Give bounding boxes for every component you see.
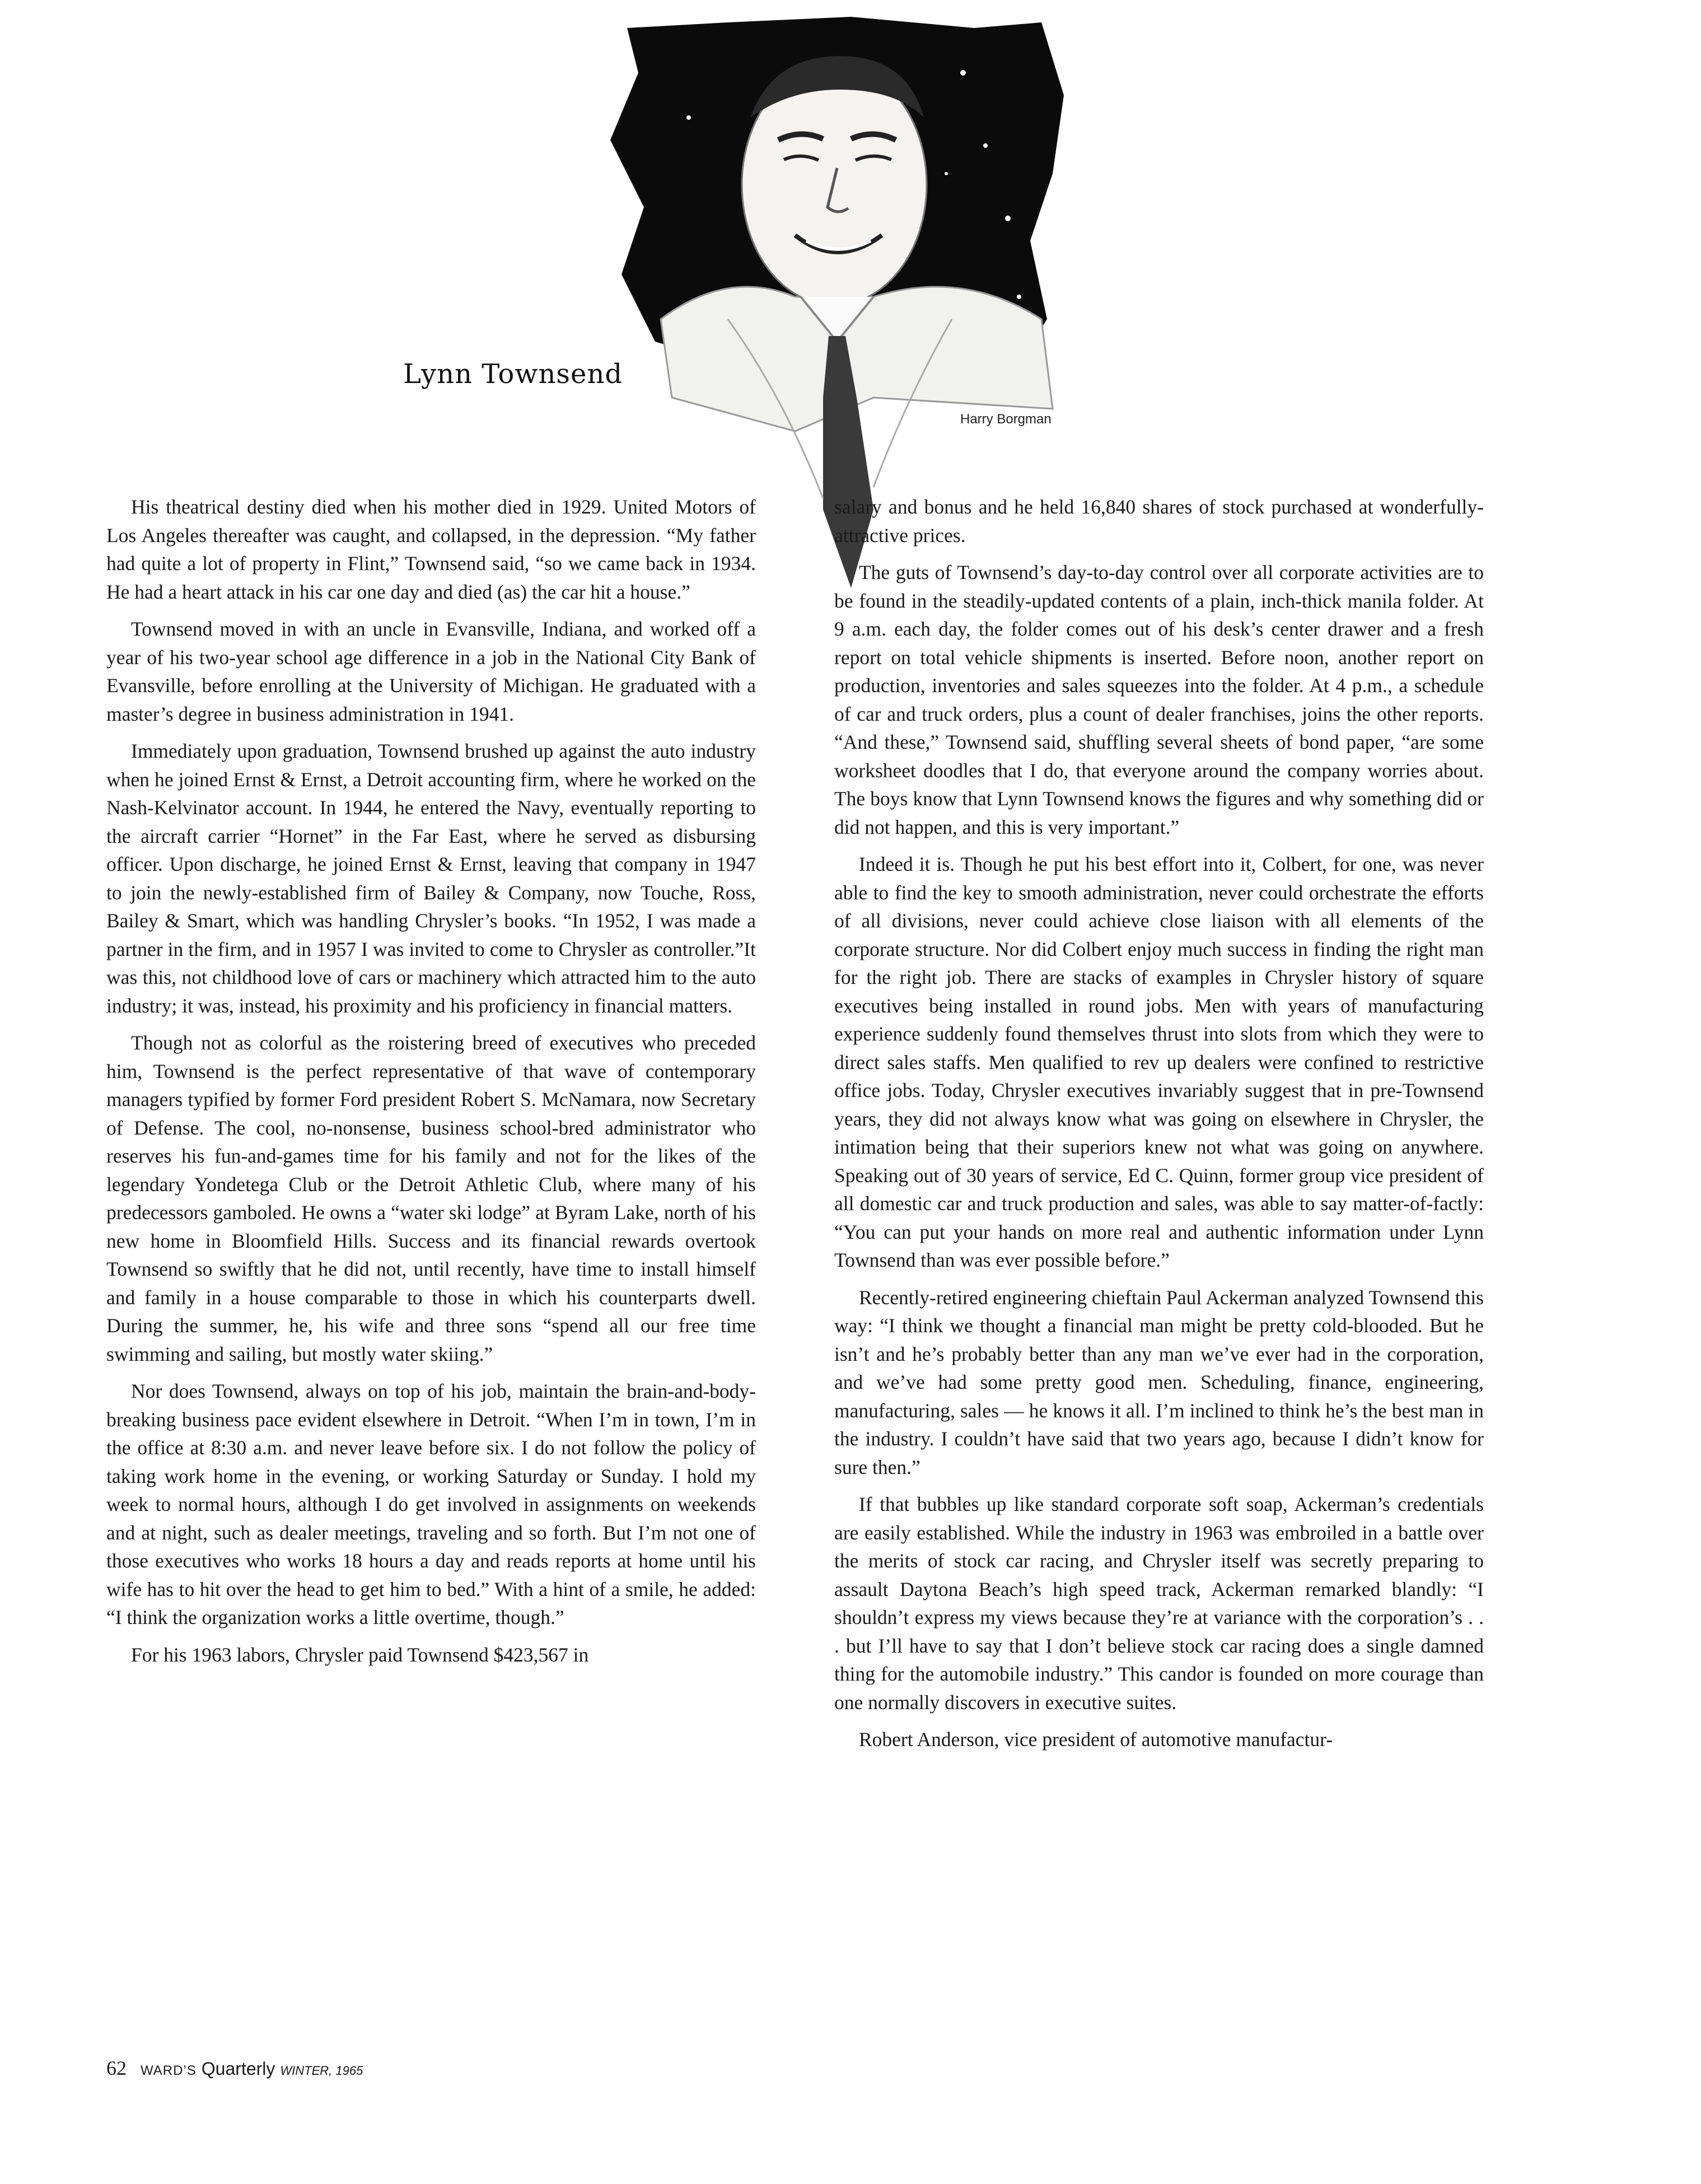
- paragraph: The guts of Townsend’s day-to-day control over all corporate activities are to be found in the steadily-updated contents of a plain, inch-thick manila folder. At 9 a.m. each day, the folder comes out of his desk’s center drawer and a fresh report on total vehicle shipments is inserted. Before noon, another report on production, inventories and sales squeezes into the folder. At 4 p.m., a schedule of car and truck orders, plus a count of dealer franchises, joins the other reports. “And these,” Townsend said, shuffling several sheets of bond paper, “are some worksheet doodles that I do, that everyone around the company worries about. The boys know that Lynn Townsend knows the figures and why something did or did not happen, and this is very important.”: [834, 561, 1484, 838]
- page-number: 62: [106, 2057, 127, 2079]
- paragraph: If that bubbles up like standard corporate soft soap, Ackerman’s credentials are easily established. While the industry in 1963 was embroiled in a battle over the merits of stock car racing, and Chrysler itself was secretly preparing to assault Daytona Beach’s high speed track, Ackerman remarked blandly: “I shouldn’t express my views because they’re at variance with the corporation’s . . . but I’ll have to say that I don’t believe stock car racing does a single damned thing for the automobile industry.” This candor is founded on more courage than one normally discovers in executive suites.: [834, 1493, 1484, 1714]
- paragraph: Though not as colorful as the roistering breed of executives who preceded him, Townsend is the perfect representative of that wave of contemporary managers typified by former Ford president Robert S. McNamara, now Secretary of Defense. The cool, no-nonsense, business school-bred administrator who reserves his fun-and-games time for his family and not for the likes of the legendary Yondetega Club or the Detroit Athletic Club, where many of his predecessors gamboled. He owns a “water ski lodge” at Byram Lake, north of his new home in Bloomfield Hills. Success and its financial rewards overtook Townsend so swiftly that he did not, until recently, have time to install himself and family in a house comparable to those in which his counterparts dwell. During the summer, he, his wife and three sons “spend all our free time swimming and sailing, but mostly water skiing.”: [106, 1032, 756, 1365]
- paragraph-continuation: salary and bonus and he held 16,840 shares of stock purchased at wonderfully-attractive prices.: [834, 496, 1484, 547]
- paragraph: Robert Anderson, vice president of automotive manufactur-: [859, 1728, 1333, 1751]
- page-footer: [106, 2056, 363, 2080]
- right-column: [834, 493, 1484, 1763]
- paragraph: Townsend moved in with an uncle in Evansville, Indiana, and worked off a year of his two-year school age difference in a job in the National City Bank of Evansville, before enrolling at the University of Michigan. He graduated with a master’s degree in business administration in 1941.: [106, 618, 756, 725]
- portrait-caption: Lynn Townsend: [403, 358, 623, 390]
- paragraph: His theatrical destiny died when his mother died in 1929. United Motors of Los Angeles thereafter was caught, and collapsed, in the depression. “My father had quite a lot of property in Flint,” Townsend said, “so we came back in 1934. He had a heart attack in his car one day and died (as) the car hit a house.”: [106, 496, 756, 603]
- illustrator-credit: Harry Borgman: [960, 412, 1052, 427]
- publication-suffix: Quarterly: [201, 2059, 275, 2079]
- paragraph: Indeed it is. Though he put his best effort into it, Colbert, for one, was never able to find the key to smooth administration, never could orchestrate the efforts of all divisions, never could achieve close liaison with all elements of the corporate structure. Nor did Colbert enjoy much success in finding the right man for the right job. There are stacks of examples in Chrysler history of square executives being installed in round jobs. Men with years of manufacturing experience suddenly found themselves thrust into slots from which they were to direct sales staffs. Men qualified to rev up dealers were confined to restrictive office jobs. Today, Chrysler executives invariably suggest that in pre-Townsend years, they did not always know what was going on elsewhere in Chrysler, the intimation being that their superiors knew not what was going on anywhere. Speaking out of 30 years of service, Ed C. Quinn, former group vice president of all domestic car and truck production and sales, was able to say matter-of-factly: “You can put your hands on more real and authentic information under Lynn Townsend than was ever possible before.”: [834, 853, 1484, 1271]
- issue-date: WINTER, 1965: [280, 2064, 363, 2078]
- paragraph: For his 1963 labors, Chrysler paid Townsend $423,567 in: [131, 1643, 589, 1666]
- left-column: [106, 493, 756, 1678]
- paragraph: Recently-retired engineering chieftain Paul Ackerman analyzed Townsend this way: “I think we thought a financial man might be pretty cold-blooded. But he isn’t and he’s probably better than any man we’ve ever had in the corporation, and we’ve had some pretty good men. Scheduling, finance, engineering, manufacturing, sales — he knows it all. I’m inclined to think he’s the best man in the industry. I couldn’t have said that two years ago, because I didn’t know for sure then.”: [834, 1286, 1484, 1478]
- paragraph: Immediately upon graduation, Townsend brushed up against the auto industry when he joined Ernst & Ernst, a Detroit accounting firm, where he worked on the Nash-Kelvinator account. In 1944, he entered the Navy, eventually reporting to the aircraft carrier “Hornet” in the Far East, where he served as disbursing officer. Upon discharge, he joined Ernst & Ernst, leaving that company in 1947 to join the newly-established firm of Bailey & Company, now Touche, Ross, Bailey & Smart, which was handling Chrysler’s books. “In 1952, I was made a partner in the firm, and in 1957 I was invited to come to Chrysler as controller.”It was this, not childhood love of cars or machinery which attracted him to the auto industry; it was, instead, his proximity and his proficiency in financial matters.: [106, 740, 756, 1017]
- publication-prefix: WARD’S: [141, 2063, 197, 2078]
- paragraph: Nor does Townsend, always on top of his job, maintain the brain-and-body-breaking business pace evident elsewhere in Detroit. “When I’m in town, I’m in the office at 8:30 a.m. and never leave before six. I do not follow the policy of taking work home in the evening, or working Saturday or Sunday. I hold my week to normal hours, although I do get involved in assignments on weekends and at night, such as dealer meetings, traveling and so forth. But I’m not one of those executives who works 18 hours a day and reads reports at home until his wife has to hit over the head to get him to bed.” With a hint of a smile, he added: “I think the organization works a little overtime, though.”: [106, 1380, 756, 1628]
